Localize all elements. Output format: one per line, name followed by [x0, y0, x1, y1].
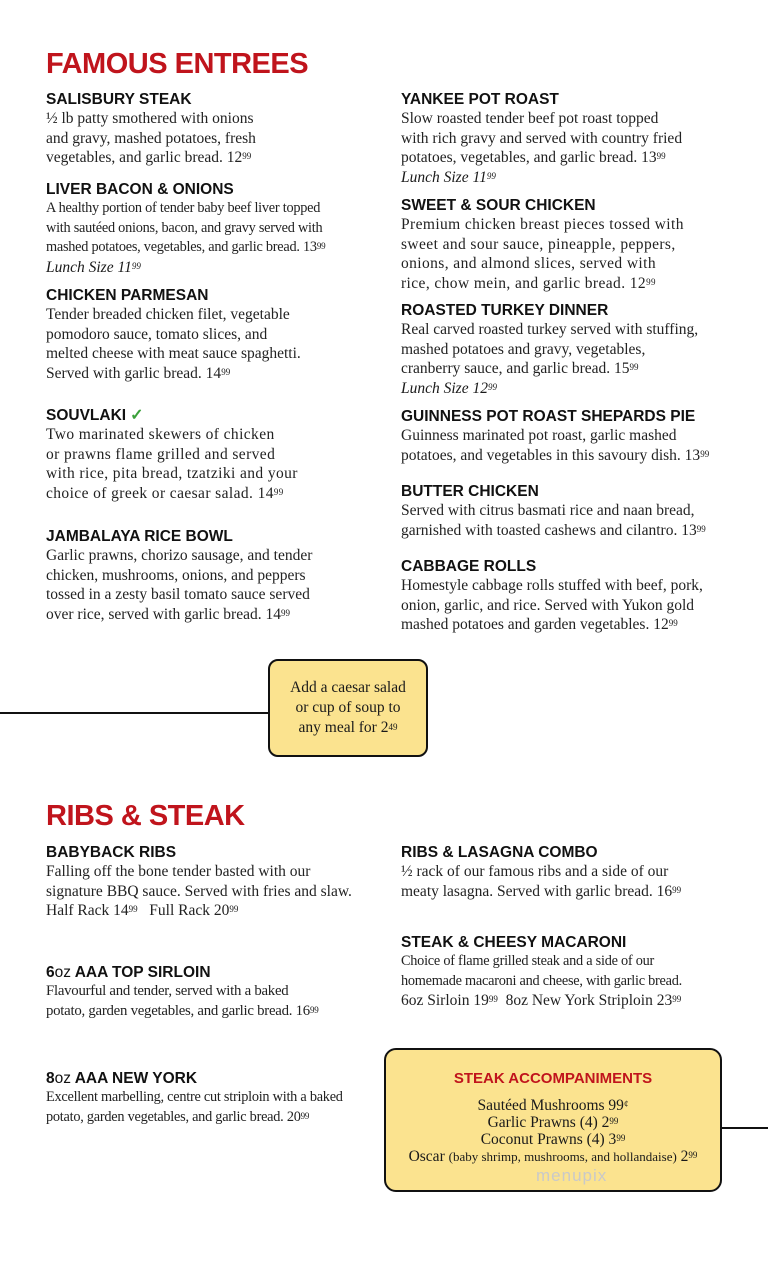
- item-description: Falling off the bone tender basted with our signature BBQ sauce. Served with fries and slaw. Half Rack $14^{99}$ Full Rack $20^{99}$: [46, 863, 352, 919]
- menu-item-butter-chicken: [401, 482, 741, 540]
- menu-item-babyback-ribs: [46, 843, 386, 921]
- price-half-rack: Half Rack $14^{99}$: [46, 902, 138, 919]
- item-name: 6oz AAA TOP SIRLOIN: [46, 964, 211, 981]
- accompaniment-item: Sautéed Mushrooms 99¢: [477, 1097, 629, 1114]
- item-name: STEAK & CHEESY MACARONI: [401, 934, 627, 951]
- item-name: CHICKEN PARMESAN: [46, 287, 209, 304]
- menu-item-salisbury-steak: [46, 90, 376, 168]
- item-description: ½ lb patty smothered with onions and gravy, mashed potatoes, fresh vegetables, and garlic bread. $12^{99}$: [46, 110, 256, 166]
- lunch-size: Lunch Size $11^{99}$: [401, 168, 496, 186]
- menu-item-liver-bacon-onions: [46, 180, 376, 277]
- accompaniments-connector-line: [720, 1127, 768, 1129]
- item-description: Premium chicken breast pieces tossed with sweet and sour sauce, pineapple, peppers, onions, and almond slices, served with rice, chow mein, and garlic bread. $12^{99}$: [401, 216, 684, 292]
- item-description: Flavourful and tender, served with a baked potato, garden vegetables, and garlic bread. $16^{99}$: [46, 983, 319, 1019]
- accompaniment-item: Garlic Prawns (4) $2^{99}$: [487, 1114, 619, 1131]
- menu-item-chicken-parmesan: [46, 286, 376, 383]
- menu-item-jambalaya-rice-bowl: [46, 527, 376, 624]
- item-description: Tender breaded chicken filet, vegetable pomodoro sauce, tomato slices, and melted cheese with meat sauce spaghetti. Served with garlic bread. $14^{99}$: [46, 306, 301, 382]
- item-description: Served with citrus basmati rice and naan bread, garnished with toasted cashews and cilantro. $13^{99}$: [401, 502, 706, 539]
- item-description: Guinness marinated pot roast, garlic mashed potatoes, and vegetables in this savoury dish. $13^{99}$: [401, 427, 710, 464]
- item-name: ROASTED TURKEY DINNER: [401, 302, 609, 319]
- steak-prices: 6oz Sirloin $19^{99}$ 8oz New York Striploin $23^{99}$: [401, 992, 682, 1009]
- item-name: LIVER BACON & ONIONS: [46, 181, 234, 198]
- menu-item-souvlaki: [46, 406, 376, 503]
- price-full-rack: Full Rack $20^{99}$: [149, 902, 239, 919]
- item-name: YANKEE POT ROAST: [401, 91, 559, 108]
- item-description: A healthy portion of tender baby beef liver topped with sautéed onions, bacon, and gravy served with mashed potatoes, vegetables, and garlic bread. $13^{99}$: [46, 200, 326, 255]
- lunch-size: Lunch Size $11^{99}$: [46, 258, 141, 276]
- item-name: CABBAGE ROLLS: [401, 558, 537, 575]
- item-description: Homestyle cabbage rolls stuffed with beef, pork, onion, garlic, and rice. Served with Yukon gold mashed potatoes and garden vegetables. $12^{99}$: [401, 577, 703, 633]
- item-name: RIBS & LASAGNA COMBO: [401, 844, 598, 861]
- accompaniment-item: Coconut Prawns (4) $3^{99}$: [480, 1131, 626, 1148]
- item-description: Slow roasted tender beef pot roast topped with rich gravy and served with country fried potatoes, vegetables, and garlic bread. $13^{99}$: [401, 110, 683, 166]
- item-description: Garlic prawns, chorizo sausage, and tender chicken, mushrooms, onions, and peppers tossed in a zesty basil tomato sauce served over rice, served with garlic bread. $14^{99}$: [46, 547, 313, 623]
- menu-item-guinness-shepards-pie: [401, 407, 741, 465]
- ribs-steak-title: RIBS & STEAK: [46, 800, 245, 832]
- item-name: SALISBURY STEAK: [46, 91, 192, 108]
- item-description: Real carved roasted turkey served with stuffing, mashed potatoes and gravy, vegetables, cranberry sauce, and garlic bread. $15^{99}$: [401, 321, 699, 377]
- menu-item-cabbage-rolls: [401, 557, 741, 635]
- lunch-size: Lunch Size $12^{99}$: [401, 379, 497, 397]
- famous-entrees-title: FAMOUS ENTREES: [46, 48, 309, 80]
- item-description: Two marinated skewers of chicken or prawns flame grilled and served with rice, pita bread, tzatziki and your choice of greek or caesar salad. $14^{99}$: [46, 426, 298, 502]
- item-name: SOUVLAKI ✓: [46, 407, 144, 424]
- menu-item-roasted-turkey-dinner: [401, 301, 741, 398]
- menu-item-top-sirloin: [46, 963, 386, 1021]
- item-name: JAMBALAYA RICE BOWL: [46, 528, 233, 545]
- menu-item-ribs-lasagna-combo: [401, 843, 741, 901]
- accompaniment-item: Oscar (baby shrimp, mushrooms, and hollandaise) $2^{99}$: [408, 1148, 698, 1165]
- item-name: GUINNESS POT ROAST SHEPARDS PIE: [401, 408, 696, 425]
- item-description: Choice of flame grilled steak and a side of our homemade macaroni and cheese, with garlic bread. 6oz Sirloin $19^{99}$ 8oz New York Striploin $23^{99}$: [401, 953, 682, 1009]
- menupix-watermark: menupix: [536, 1166, 608, 1185]
- accompaniments-title: STEAK ACCOMPANIMENTS: [453, 1070, 653, 1087]
- item-description: ½ rack of our famous ribs and a side of our meaty lasagna. Served with garlic bread. $16^{99}$: [401, 863, 682, 900]
- menu-item-sweet-sour-chicken: [401, 196, 741, 293]
- menu-item-yankee-pot-roast: [401, 90, 741, 187]
- item-name: BUTTER CHICKEN: [401, 483, 539, 500]
- menu-item-steak-cheesy-macaroni: [401, 933, 746, 1012]
- caesar-salad-note: Add a caesar salad or cup of soup to any meal for $2^{49}$: [268, 659, 428, 757]
- checkmark-icon: ✓: [130, 407, 144, 424]
- menu-item-new-york: [46, 1069, 386, 1127]
- item-description: Excellent marbelling, centre cut striploin with a baked potato, garden vegetables, and garlic bread. $20^{99}$: [46, 1089, 343, 1125]
- item-name: BABYBACK RIBS: [46, 844, 177, 861]
- item-name: SWEET & SOUR CHICKEN: [401, 197, 596, 214]
- section-divider-line: [0, 712, 270, 714]
- item-name: 8oz AAA NEW YORK: [46, 1070, 198, 1087]
